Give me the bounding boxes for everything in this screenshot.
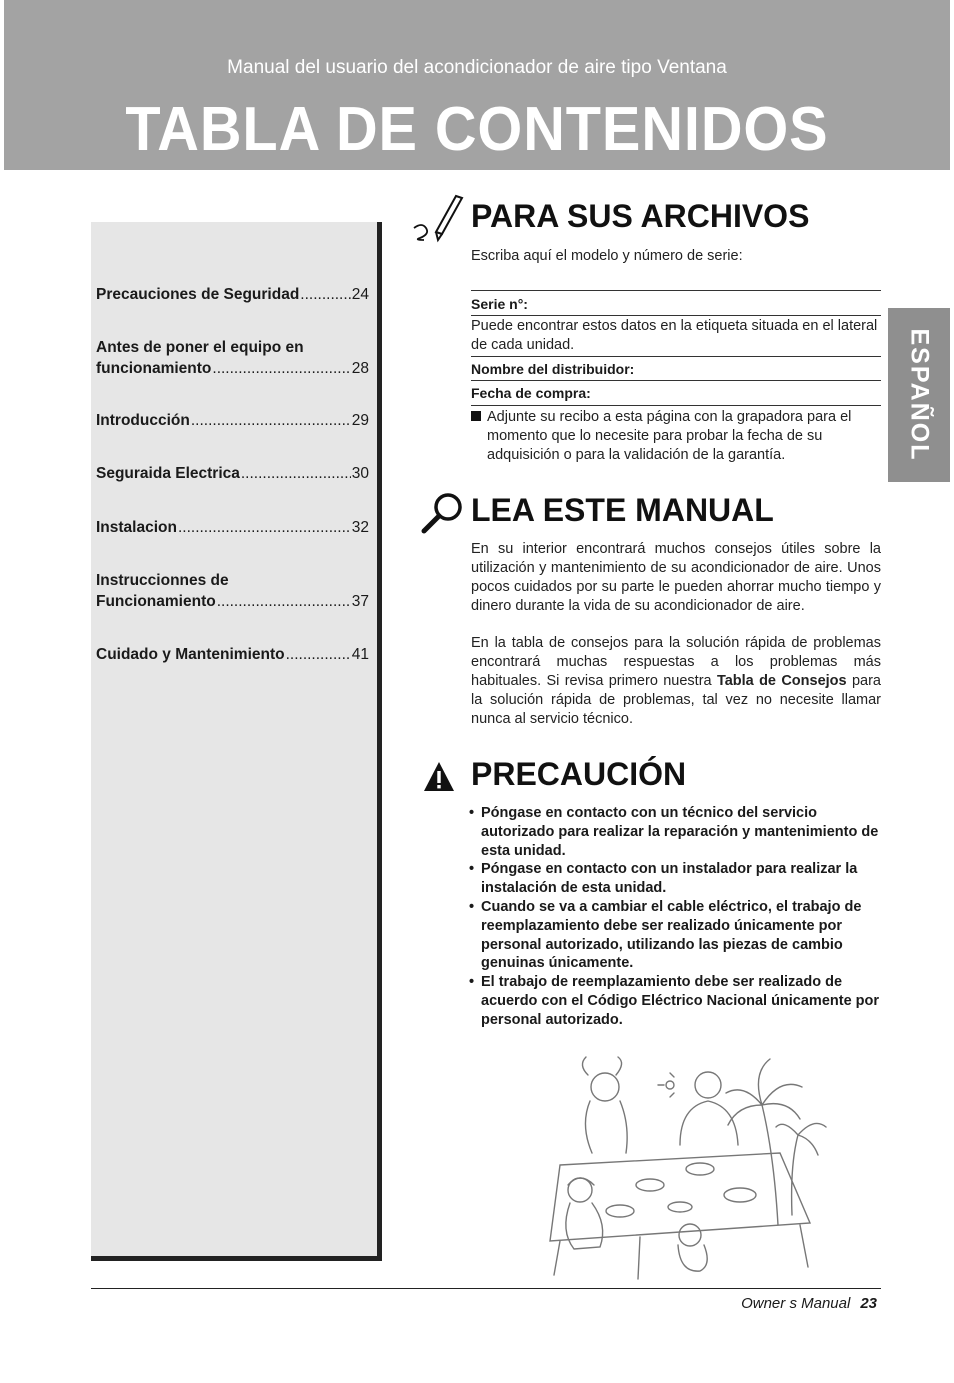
staple-note [471,408,883,465]
language-tab-label: ESPAÑOL [905,328,934,462]
serial-label: Serie n°: [471,296,528,312]
language-tab [888,308,950,482]
toc-panel [91,222,382,1261]
toc-entry-before-operation[interactable] [96,337,369,379]
toc-entry-care-maintenance[interactable] [96,644,369,665]
page-number: 23 [860,1295,877,1312]
toc-entry-operating-instructions[interactable] [96,570,369,612]
header-subtitle: Manual del usuario del acondicionador de aire tipo Ventana [227,57,727,78]
toc-entry-title: Instalacion [96,519,177,536]
serial-note: Puede encontrar estos datos en la etiqueta situada en el lateral de cada unidad. [471,318,878,353]
caution-item: • El trabajo de reemplazamiento debe ser realizado de acuerdo con el Código Eléctrico Nacional únicamente por personal autorizado. [469,973,884,1029]
toc-entry-page: 30 [351,465,369,482]
toc-entry-page: 37 [351,593,369,610]
toc-entry-page: 29 [351,412,369,429]
caution-title: PRECAUCIÓN [471,756,687,792]
divider [471,290,881,291]
toc-entry-title: Antes de poner el equipo en [96,339,304,356]
toc-entry-safety[interactable] [96,284,369,305]
footer-label: Owner s Manual [741,1295,851,1312]
read-manual-para1: En su interior encontrará muchos consejos útiles sobre la utilización y mantenimiento de su acondicionador de aire. Unos pocos cuidados por su parte le pueden ahorrar mucho tiempo y dinero durante la vida de su acondicionador de aire. [471,541,881,614]
pen-writing-icon [412,192,468,244]
divider [471,315,881,316]
magnifying-glass-icon [418,491,466,535]
toc-entry-title: Introducción [96,412,190,429]
read-manual-para2-bold: Tabla de Consejos [716,673,847,689]
records-intro: Escriba aquí el modelo y número de serie: [471,248,743,264]
caution-item: • Cuando se va a cambiar el cable eléctrico, el trabajo de reemplazamiento debe ser realizado únicamente por personal autorizado, utilizando las piezas de cambio genuinas únicamente. [469,898,884,973]
toc-entry-title: Precauciones de Seguridad [96,286,300,303]
toc-entry-installation[interactable] [96,517,369,538]
read-manual-para2-text: En la tabla de consejos para la solución rápida de problemas encontrará muchas respuestas a los problemas más habituales. Si revisa primero nuestra [471,635,881,689]
toc-entry-title-cont: funcionamiento [96,360,212,377]
toc-entry-electrical-safety[interactable] [96,463,369,484]
header-banner [4,0,950,170]
read-manual-para2-text-end: para la solución rápida de problemas, tal vez no necesite llamar nunca al servicio técnico. [471,673,881,727]
caution-item: • Póngase en contacto con un instalador para realizar la instalación de esta unidad. [469,860,884,898]
footer-rule [91,1288,881,1289]
warning-triangle-icon [422,760,456,794]
read-manual-title: LEA ESTE MANUAL [471,492,774,528]
caution-list [469,804,884,1030]
staple-note-text: Adjunte su recibo a esta página con la grapadora para el momento que lo necesite para probar la fecha de su adquisición o para la validación de la garantía. [487,409,852,463]
divider [471,380,881,381]
toc-entry-title: Seguraida Electrica [96,465,240,482]
records-title: PARA SUS ARCHIVOS [471,198,810,234]
caution-item: • Póngase en contacto con un técnico del servicio autorizado para realizar la reparación y mantenimiento de esta unidad. [469,804,884,860]
toc-entry-page: 24 [351,286,369,303]
dealer-label: Nombre del distribuidor: [471,361,635,377]
square-bullet-icon [471,411,481,421]
read-manual-para2 [471,634,881,729]
divider [471,356,881,357]
toc-entry-page: 32 [351,519,369,536]
toc-entry-page: 41 [351,646,369,663]
family-picnic-illustration [530,1035,850,1285]
page-title: TABLA DE CONTENIDOS [125,95,829,164]
toc-entry-page: 28 [351,360,369,377]
toc-entry-title-cont: Funcionamiento [96,593,216,610]
page-footer [741,1295,877,1312]
purchase-date-label: Fecha de compra: [471,385,591,401]
divider [471,405,881,406]
toc-entry-title: Instruccionnes de [96,572,229,589]
toc-entry-title: Cuidado y Mantenimiento [96,646,285,663]
toc-entry-introduction[interactable] [96,410,369,431]
